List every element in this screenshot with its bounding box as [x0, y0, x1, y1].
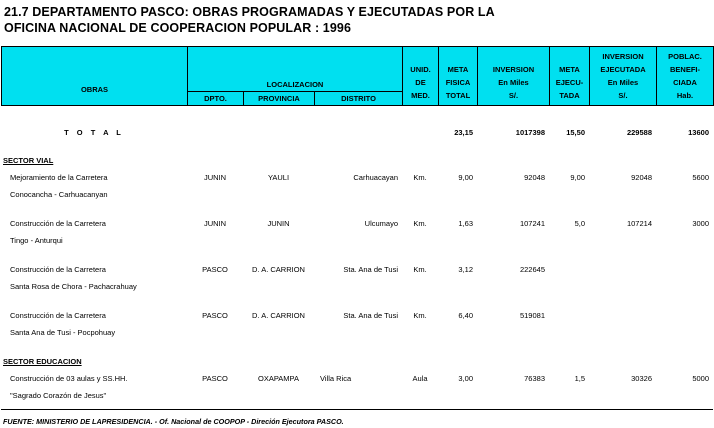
header-dpto: DPTO.: [188, 92, 244, 106]
total-meta: 23,15: [454, 128, 473, 137]
table-row: Construcción de la Carretera Tingo - Anturqui JUNIN JUNIN Ulcumayo Km. 1,63 107241 5,0 107214 3000: [10, 219, 709, 245]
table-row: Construcción de la Carretera Santa Ana de Tusi - Pocpohuay PASCO D. A. CARRION Sta. Ana de Tusi Km. 6,40 519081: [10, 311, 545, 337]
header-localizacion: LOCALIZACION: [188, 47, 403, 92]
total-row: [1, 112, 713, 152]
header-provincia: PROVINCIA: [244, 92, 315, 106]
table-row: Mejoramiento de la Carretera Conocancha - Carhuacanyan JUNIN YAULI Carhuacayan Km. 9,00 92048 9,00 92048 5600: [10, 173, 709, 199]
total-inversion-ejecutada: 229588: [626, 128, 652, 137]
header-inversion-ejecutada: INVERSION EJECUTADA En Miles S/.: [590, 47, 657, 106]
source-footnote: FUENTE: MINISTERIO DE LAPRESIDENCIA. - Of. Nacional de COOPOP - Direción Ejecutora PASCO.: [3, 417, 344, 426]
page-title: [4, 4, 495, 36]
table-header: [1, 46, 714, 106]
total-poblacion: 13600: [688, 128, 709, 137]
total-meta-ejecutada: 15,50: [566, 128, 585, 137]
header-meta-fisica: META FISICA TOTAL: [439, 47, 478, 106]
header-poblacion: POBLAC. BENEFI- CIADA Hab.: [657, 47, 714, 106]
total-label: T O T A L: [64, 128, 124, 137]
title-line-2: OFICINA NACIONAL DE COOPERACION POPULAR : 1996: [4, 21, 352, 35]
bottom-rule: [1, 409, 713, 410]
table-row: Construcción de la Carretera Santa Rosa de Chora - Pachacrahuay PASCO D. A. CARRION Sta. Ana de Tusi Km. 3,12 222645: [10, 265, 545, 291]
header-obras: OBRAS: [2, 47, 188, 106]
header-distrito: DISTRITO: [315, 92, 403, 106]
sector-vial: SECTOR VIAL: [3, 156, 54, 165]
header-unidad: UNID. DE MED.: [403, 47, 439, 106]
total-inversion: 1017398: [515, 128, 545, 137]
title-line-1: 21.7 DEPARTAMENTO PASCO: OBRAS PROGRAMADAS Y EJECUTADAS POR LA: [4, 5, 495, 19]
table-body: [1, 112, 713, 408]
header-inversion: INVERSION En Miles S/.: [478, 47, 550, 106]
header-meta-ejecutada: META EJECU- TADA: [550, 47, 590, 106]
table-row: Construcción de 03 aulas y SS.HH. "Sagrado Corazón de Jesus" PASCO OXAPAMPA Villa Rica Aula 3,00 76383 1,5 30326 5000: [10, 374, 709, 400]
sector-educacion: SECTOR EDUCACION: [3, 357, 82, 366]
